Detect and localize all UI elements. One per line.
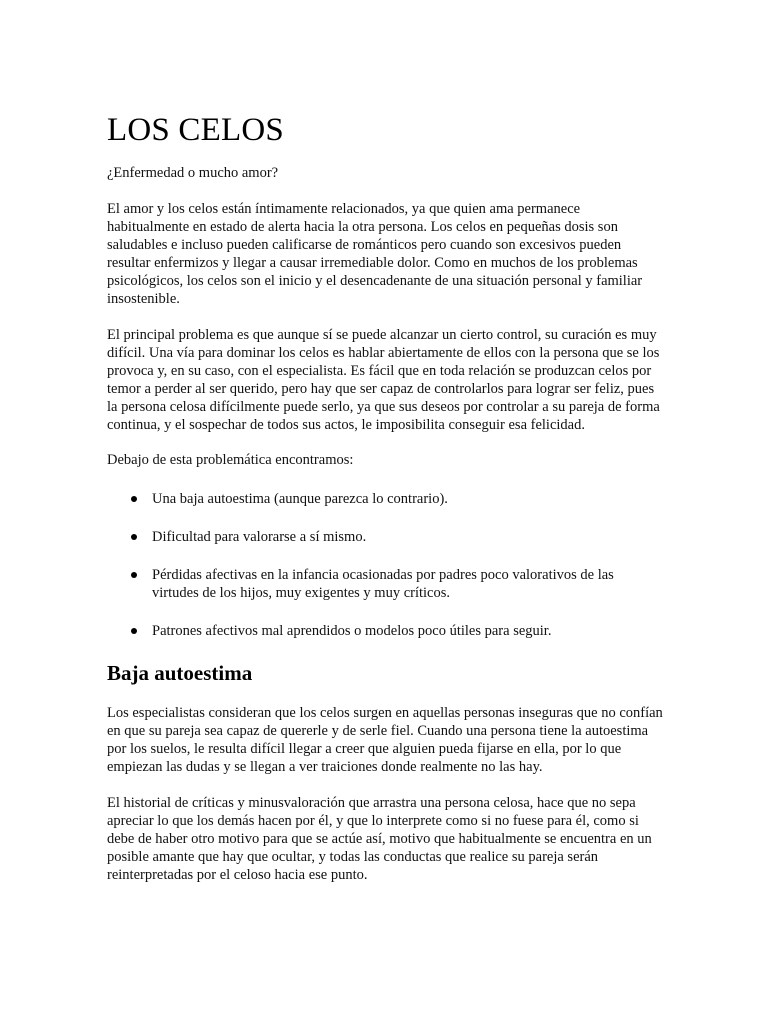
bullet-icon <box>131 572 137 578</box>
list-item-text: Dificultad para valorarse a sí mismo. <box>152 529 367 545</box>
paragraph-problem: El principal problema es que aunque sí se puede alcanzar un cierto control, su curación es muy difícil. Una vía para dominar los celos es hablar abiertamente de ellos con la persona que se los provoca y, en su caso, con el especialista. Es fácil que en toda relación se produzcan celos por temor a perder al ser querido, pero hay que ser capaz de controlarlos para lograr ser feliz, pues la persona celosa difícilmente puede serlo, ya que sus deseos por controlar a su pareja de forma continua, y el sospechar de todos sus actos, le imposibilita conseguir esa felicidad. <box>107 327 660 433</box>
document-content <box>107 110 663 884</box>
list-item-text: Patrones afectivos mal aprendidos o modelos poco útiles para seguir. <box>152 623 552 639</box>
list-item <box>107 622 663 640</box>
paragraph-list-intro: Debajo de esta problemática encontramos: <box>107 452 354 468</box>
list-item <box>107 490 663 508</box>
section-heading: Baja autoestima <box>107 661 253 685</box>
paragraph-self-esteem: Los especialistas consideran que los celos surgen en aquellas personas inseguras que no confían en que su pareja sea capaz de quererle y de serle fiel. Cuando una persona tiene la autoestima por los suelos, le resulta difícil llegar a creer que alguien pueda fijarse en ella, por lo que empiezan las dudas y se llegan a ver traiciones donde realmente no las hay. <box>107 705 663 775</box>
document-title: LOS CELOS <box>107 112 284 148</box>
bullet-icon <box>131 496 137 502</box>
list-item-text: Una baja autoestima (aunque parezca lo contrario). <box>152 491 448 507</box>
bullet-icon <box>131 628 137 634</box>
list-item-text: Pérdidas afectivas en la infancia ocasionadas por padres poco valorativos de las virtudes de los hijos, muy exigentes y muy críticos. <box>152 567 614 601</box>
document-subtitle: ¿Enfermedad o mucho amor? <box>107 165 279 181</box>
list-item <box>107 528 663 546</box>
paragraph-intro: El amor y los celos están íntimamente relacionados, ya que quien ama permanece habitualmente en estado de alerta hacia la otra persona. Los celos en pequeñas dosis son saludables e incluso pueden calificarse de románticos pero cuando son excesivos pueden resultar enfermizos y llegar a causar irremediable dolor. Como en muchos de los problemas psicológicos, los celos son el inicio y el desencadenante de una situación personal y familiar insostenible. <box>107 201 643 307</box>
paragraph-criticism-history: El historial de críticas y minusvaloración que arrastra una persona celosa, hace que no sepa apreciar lo que los demás hacen por él, y que lo interprete como si no fuese para él, como si debe de haber otro motivo para que se actúe así, motivo que habitualmente se encuentra en un posible amante que hay que ocultar, y todas las conductas que realice su pareja serán reinterpretadas por el celoso hacia ese punto. <box>107 795 652 883</box>
bullet-icon <box>131 534 137 540</box>
cause-list <box>107 490 663 640</box>
list-item <box>107 566 663 602</box>
